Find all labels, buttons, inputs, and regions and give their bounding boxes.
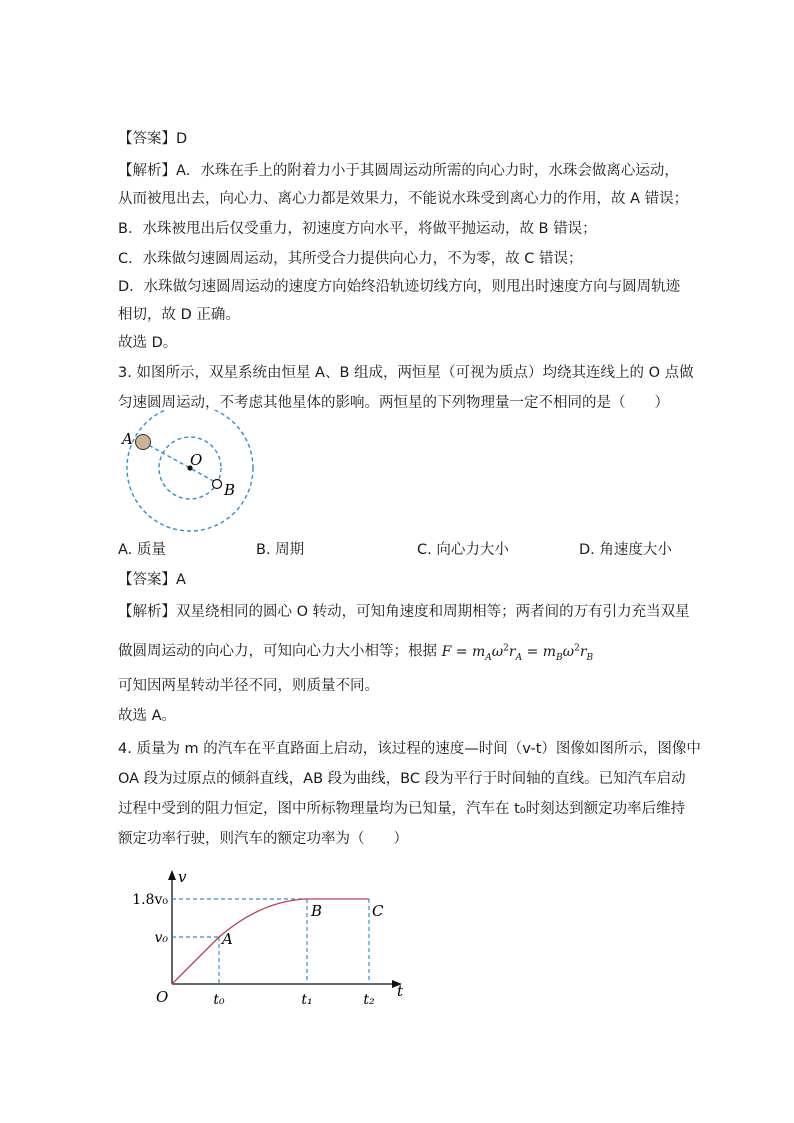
velocity-curve (172, 899, 369, 984)
v-axis-arrow (168, 870, 176, 880)
q3-stem-line-1: 3. 如图所示，双星系统由恒星 A、B 组成，两恒星（可视为质点）均绕其连线上的 O 点做 (118, 365, 694, 381)
point-label-b: B (311, 902, 323, 920)
q2-answer: 【答案】D (118, 131, 188, 147)
q3-analysis-line-3: 可知因两星转动半径不同，则质量不同。 (118, 678, 379, 694)
q4-stem-line-3: 过程中受到的阻力恒定，图中所标物理量均为已知量，汽车在 t₀时刻达到额定功率后维持 (118, 801, 686, 817)
q3-option-d: D. 角速度大小 (579, 542, 672, 558)
origin-label: O (156, 988, 169, 1006)
q3-conclusion: 故选 A。 (118, 708, 177, 724)
q3-answer: 【答案】A (118, 572, 186, 588)
q4-stem-line-4: 额定功率行驶，则汽车的额定功率为（ ） (118, 831, 408, 847)
q2-conclusion: 故选 D。 (118, 335, 178, 351)
label-o: O (190, 451, 203, 469)
point-label-c: C (372, 902, 384, 920)
q3-analysis-line-2 (118, 637, 593, 668)
q3-option-b: B. 周期 (256, 542, 305, 558)
q3-stem-line-2: 匀速圆周运动，不考虑其他星体的影响。两恒星的下列物理量一定不相同的是（ ） (118, 395, 669, 411)
q3-analysis-line-1: 【解析】双星绕相同的圆心 O 转动，可知角速度和周期相等；两者间的万有引力充当双星 (118, 604, 690, 620)
q2-analysis-line-2: 从而被甩出去，向心力、离心力都是效果力，不能说水珠受到离心力的作用，故 A 错误； (118, 191, 689, 207)
q4-stem-line-1: 4. 质量为 m 的汽车在平直路面上启动，该过程的速度—时间（v-t）图像如图所示，图像中 (118, 741, 701, 757)
q3-analysis-line-2-text: 做圆周运动的向心力，可知向心力大小相等；根据 (118, 643, 437, 660)
q3-option-c: C. 向心力大小 (417, 542, 509, 558)
q4-stem-line-2: OA 段为过原点的倾斜直线，AB 段为曲线，BC 段为平行于时间轴的直线。已知汽车启动 (118, 771, 686, 787)
tick-label-v0: v₀ (154, 930, 168, 946)
q2-analysis-line-1: 【解析】A．水珠在手上的附着力小于其圆周运动所需的向心力时，水珠会做离心运动， (118, 163, 679, 179)
label-b: B (224, 481, 236, 499)
tick-label-t0: t₀ (213, 992, 225, 1008)
label-a: A (122, 430, 133, 448)
q2-analysis-line-6: 相切，故 D 正确。 (118, 307, 240, 323)
tick-label-t1: t₁ (301, 992, 313, 1008)
q2-analysis-line-4: C．水珠做匀速圆周运动，其所受合力提供向心力，不为零，故 C 错误； (118, 251, 583, 267)
tick-label-t2: t₂ (363, 992, 375, 1008)
velocity-time-graph (118, 862, 418, 1012)
binary-star-diagram (118, 410, 263, 535)
star-b (213, 480, 222, 489)
tick-label-1.8v0: 1.8v₀ (132, 892, 168, 908)
star-a (136, 435, 151, 450)
axis-label-t: t (397, 982, 404, 1000)
q3-formula: $F = m_A\omega^2r_A = m_B\omega^2r_B$ (441, 643, 594, 663)
connecting-line (143, 442, 217, 483)
q2-analysis-line-3: B．水珠被甩出后仅受重力，初速度方向水平，将做平抛运动，故 B 错误； (118, 221, 597, 237)
point-label-a: A (222, 930, 233, 948)
axis-label-v: v (178, 868, 187, 886)
q3-option-a: A. 质量 (118, 542, 166, 558)
q2-analysis-line-5: D．水珠做匀速圆周运动的速度方向始终沿轨迹切线方向，则甩出时速度方向与圆周轨迹 (118, 279, 681, 295)
